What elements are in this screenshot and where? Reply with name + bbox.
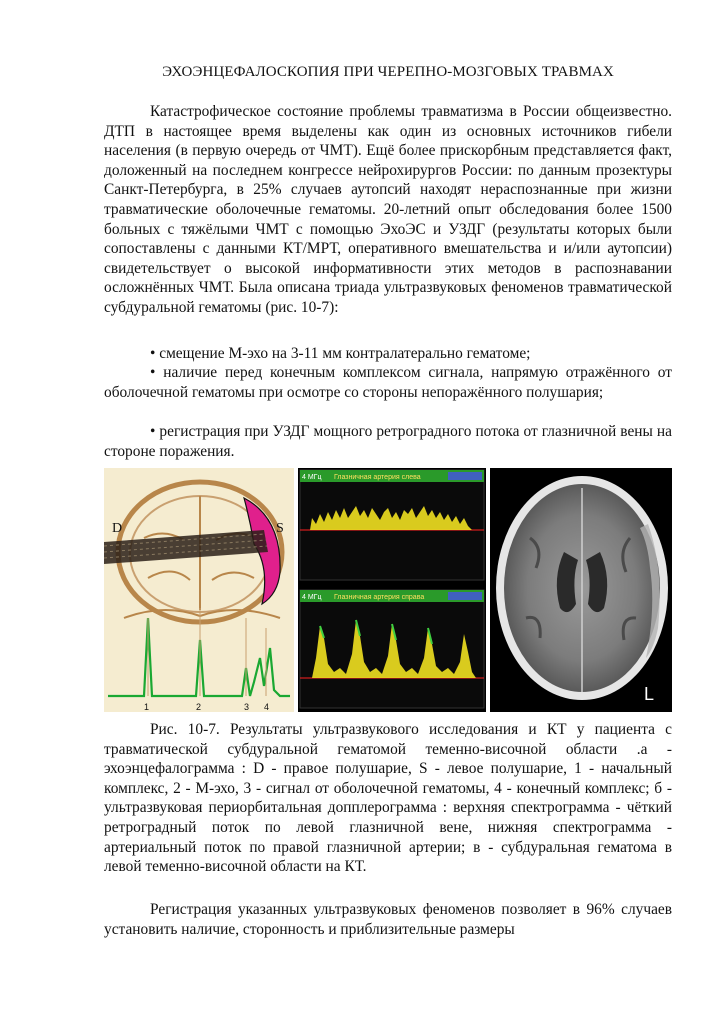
figure-10-7 <box>104 468 672 712</box>
label-d: D <box>112 521 123 536</box>
marker-1: 1 <box>144 702 150 712</box>
intro-paragraph: Катастрофическое состояние проблемы травматизма в России общеизвестно. ДТП в настоящее время выделены как один из основных источников гибели населения (в первую очередь от ЧМТ). Ещё более прискорбным представляется факт, доложенный на последнем конгрессе нейрохирургов России: по данным прозектуры Санкт-Петербурга, в 25% случаев аутопсий находят нераспознанные при жизни травматические оболочечные гематомы. 20-летний опыт обследования более 1500 больных с тяжёлыми ЧМТ с помощью ЭхоЭС и УЗДГ (результаты которых были сопоставлены с данными КТ/МРТ, оперативного вмешательства и и/или аутопсии) свидетельствует о высокой информативности этих методов в распознавании осложнённых ЧМТ. Была описана триада ультразвуковых феноменов травматической субдуральной гематомы (рис. 10-7): <box>104 103 672 316</box>
label-s: S <box>276 521 284 536</box>
bullet-item-3: • регистрация при УЗДГ мощного ретроградного потока от глазничной вены на стороне поражения. <box>104 423 672 460</box>
bottom-freq-label: 4 МГц <box>302 594 322 601</box>
page-title: ЭХОЭНЦЕФАЛОСКОПИЯ ПРИ ЧЕРЕПНО-МОЗГОВЫХ ТРАВМАХ <box>162 64 614 80</box>
echo-trace <box>108 618 290 696</box>
top-spectrum-header: Глазничная артерия слева <box>334 474 421 481</box>
bullet-item-1: • смещение М-эхо на 3-11 мм контралатерально гематоме; <box>150 345 531 362</box>
echoencephalogram-panel <box>104 468 294 712</box>
ultrasound-probe-beam <box>104 530 268 564</box>
marker-2: 2 <box>196 702 202 712</box>
marker-3: 3 <box>244 702 250 712</box>
ct-corner-label: L <box>644 684 655 704</box>
figure-caption: Рис. 10-7. Результаты ультразвукового исследования и КТ у пациента с травматической субдуральной гематомой теменно-височной области .а - эхоэнцефалограмма : D - правое полушарие, S - левое полушарие, 1 - начальный комплекс, 2 - М-эхо, 3 - сигнал от оболочечной гематомы, 4 - конечный комплекс; б - ультразвуковая периорбитальная допплерограмма : верхняя спектрограмма - чёткий ретроградный поток по левой глазничной вене, нижняя спектрограмма - артериальный поток по правой глазничной артерии; в - субдуральная гематома в левой теменно-височной области на КТ. <box>104 721 672 876</box>
bottom-spectrum-header: Глазничная артерия справа <box>334 594 425 601</box>
top-freq-label: 4 МГц <box>302 474 322 481</box>
ct-scan-panel <box>490 468 672 712</box>
doppler-panel <box>298 468 486 712</box>
final-paragraph: Регистрация указанных ультразвуковых феноменов позволяет в 96% случаев установить наличие, сторонность и приблизительные размеры <box>104 901 672 938</box>
marker-4: 4 <box>264 702 270 712</box>
bullet-item-2: • наличие перед конечным комплексом сигнала, напрямую отражённого от оболочечной гематомы при осмотре со стороны непоражённого полушария; <box>104 364 672 401</box>
